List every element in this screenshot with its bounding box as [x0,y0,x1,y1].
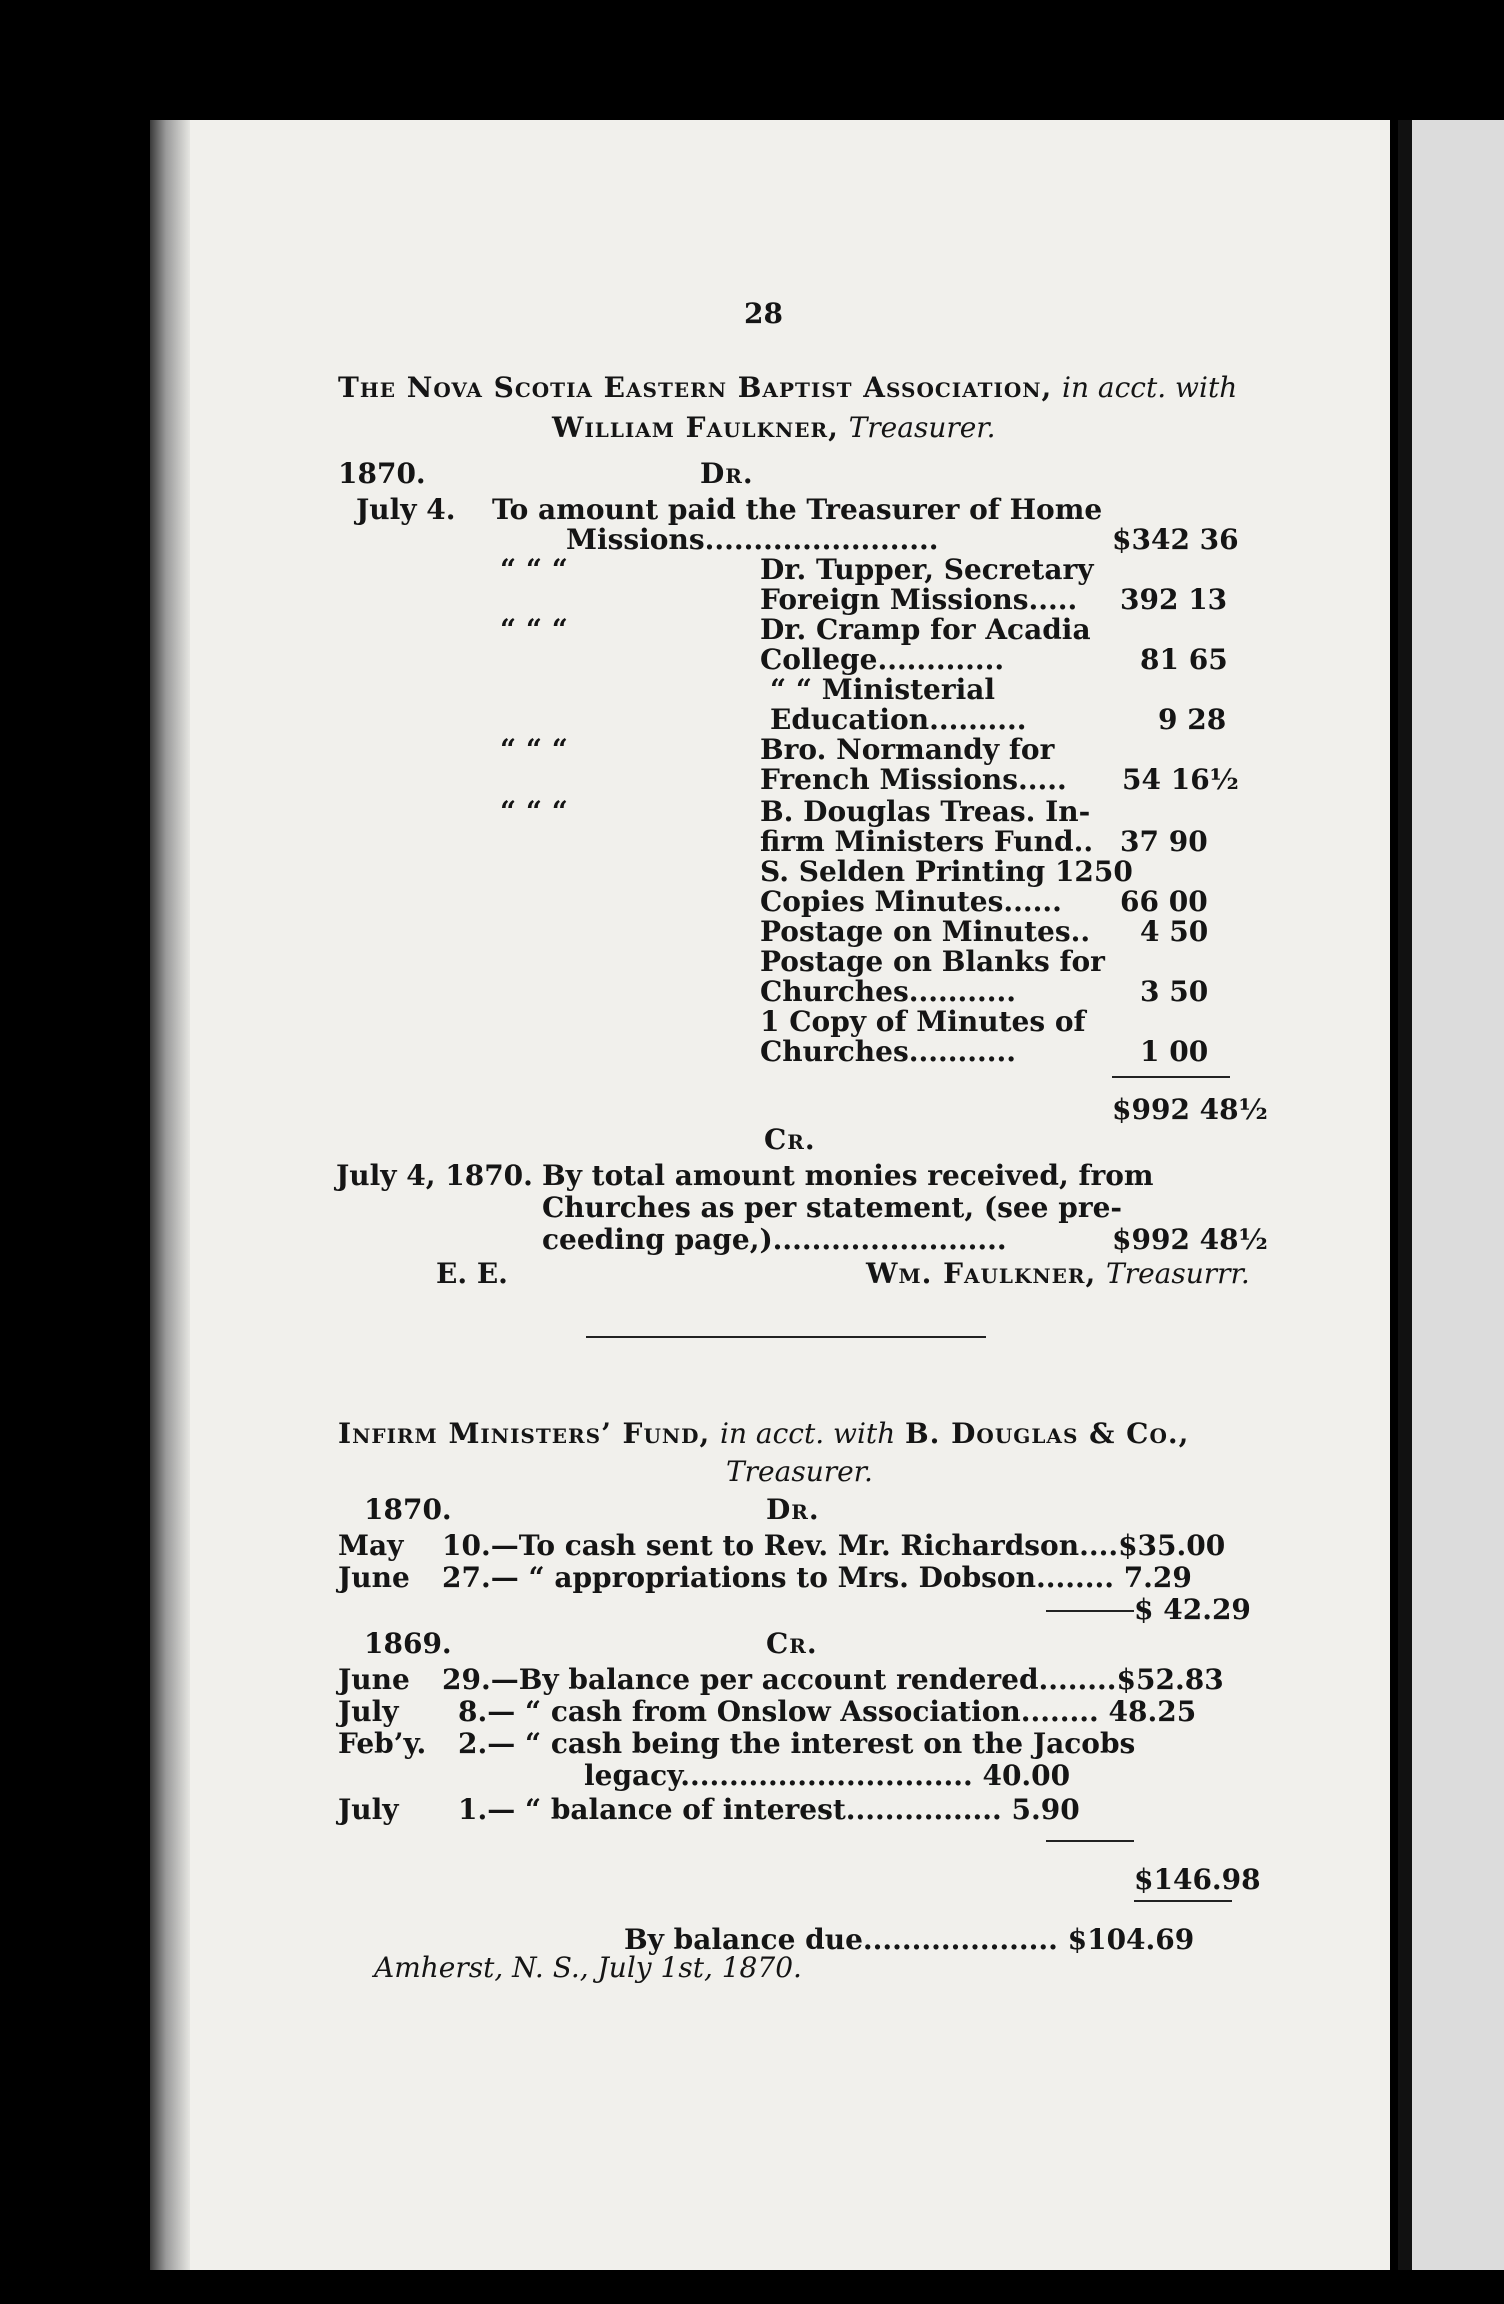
facing-page-edge [1412,120,1504,2270]
account1-intro: To amount paid the Treasurer of Home [492,493,1103,526]
account2-cr-heading: Cr. [766,1627,818,1660]
cr-entry-month: June [338,1663,410,1696]
entry-postage-minutes-label: Postage on Minutes.. [760,915,1091,948]
account2-title: Infirm Ministers’ Fund, in acct. with B. Douglas & Co., [338,1417,1190,1450]
entry-tupper-line2: Foreign Missions..... [760,583,1078,616]
ditto-marks: “ “ “ [500,613,568,646]
entry-copy-minutes-line1: 1 Copy of Minutes of [760,1005,1086,1038]
dr-entry-text: 27.— “ appropriations to Mrs. Dobson........ 7.29 [442,1561,1192,1594]
balance-due: By balance due.................... $104.69 [624,1923,1195,1956]
account1-cr-amount: $992 48½ [1112,1223,1268,1256]
entry-douglas-line1: B. Douglas Treas. In- [760,795,1091,828]
dr-entry-text: 10.—To cash sent to Rev. Mr. Richardson....$35.00 [442,1529,1226,1562]
page-edge-line [1398,120,1412,2270]
cr-entry-text: 2.— “ cash being the interest on the Jacobs [458,1727,1136,1760]
entry-selden-amount: 66 00 [1120,885,1208,918]
cr-entry-text: 8.— “ cash from Onslow Association........ 48.25 [458,1695,1197,1728]
entry-ministerial-amount: 9 28 [1158,703,1227,736]
cr-entry-text: 1.— “ balance of interest................ 5.90 [458,1793,1080,1826]
account2-dr-heading: Dr. [766,1493,820,1526]
entry-postage-blanks-line2: Churches........... [760,975,1016,1008]
entry-normandy-line1: Bro. Normandy for [760,733,1055,766]
entry-normandy-line2: French Missions..... [760,763,1067,796]
account1-year: 1870. [338,457,426,490]
account2-subtitle: Treasurer. [726,1455,873,1488]
cr-entry-month: Feb’y. [338,1727,427,1760]
cr-entry-text: legacy.............................. 40.00 [584,1759,1071,1792]
total-rule [1112,1076,1230,1078]
entry-douglas-amount: 37 90 [1120,825,1208,858]
entry-missions-amount: $342 36 [1112,523,1239,556]
entry-postage-blanks-amount: 3 50 [1140,975,1209,1008]
cr-entry-text: 29.—By balance per account rendered........$52.83 [442,1663,1224,1696]
entry-normandy-amount: 54 16½ [1122,763,1239,796]
account2-cr-year: 1869. [364,1627,452,1660]
account1-cr-heading: Cr. [764,1123,816,1156]
account1-subtitle: William Faulkner, Treasurer. [552,411,996,444]
entry-cramp-line2: College............. [760,643,1005,676]
dr-entry-month: May [338,1529,404,1562]
errors-excepted: E. E. [436,1257,508,1290]
cr-total-rule [1134,1900,1232,1902]
account2-dr-year: 1870. [364,1493,452,1526]
account1-signature: Wm. Faulkner, Treasurrr. [866,1257,1250,1290]
entry-selden-line2: Copies Minutes...... [760,885,1062,918]
entry-copy-minutes-line2: Churches........... [760,1035,1016,1068]
dr-entry-month: June [338,1561,410,1594]
entry-ministerial-line1: “ “ Ministerial [770,673,996,706]
cr-subtotal-rule [1046,1840,1134,1842]
entry-selden-line1: S. Selden Printing 1250 [760,855,1133,888]
page-number: 28 [744,297,783,330]
account1-cr-line3: ceeding page,)........................ [542,1223,1007,1256]
ditto-marks: “ “ “ [500,733,568,766]
account1-dr-heading: Dr. [700,457,754,490]
entry-postage-minutes-amount: 4 50 [1140,915,1209,948]
dr-total-rule [1046,1610,1134,1612]
entry-copy-minutes-amount: 1 00 [1140,1035,1209,1068]
place-date: Amherst, N. S., July 1st, 1870. [374,1951,802,1984]
entry-tupper-amount: 392 13 [1120,583,1228,616]
entry-postage-blanks-line1: Postage on Blanks for [760,945,1105,978]
account1-date: July 4. [356,493,456,526]
entry-tupper-line1: Dr. Tupper, Secretary [760,553,1094,586]
ditto-marks: “ “ “ [500,553,568,586]
account2-dr-total: $ 42.29 [1134,1593,1251,1626]
book-spine [150,120,190,2270]
account1-cr-date: July 4, 1870. [336,1159,533,1192]
account1-cr-line2: Churches as per statement, (see pre- [542,1191,1123,1224]
cr-entry-month: July [338,1793,399,1826]
ditto-marks: “ “ “ [500,795,568,828]
entry-cramp-amount: 81 65 [1140,643,1228,676]
cr-entry-month: July [338,1695,399,1728]
entry-missions-label: Missions........................ [566,523,939,556]
entry-cramp-line1: Dr. Cramp for Acadia [760,613,1091,646]
account1-dr-total: $992 48½ [1112,1093,1268,1126]
entry-ministerial-line2: Education.......... [770,703,1027,736]
account1-title: The Nova Scotia Eastern Baptist Association, in acct. with [338,371,1238,404]
entry-douglas-line2: firm Ministers Fund.. [760,825,1094,858]
section-divider [586,1336,986,1338]
account2-cr-total: $146.98 [1134,1863,1261,1896]
account1-cr-line1: By total amount monies received, from [542,1159,1154,1192]
